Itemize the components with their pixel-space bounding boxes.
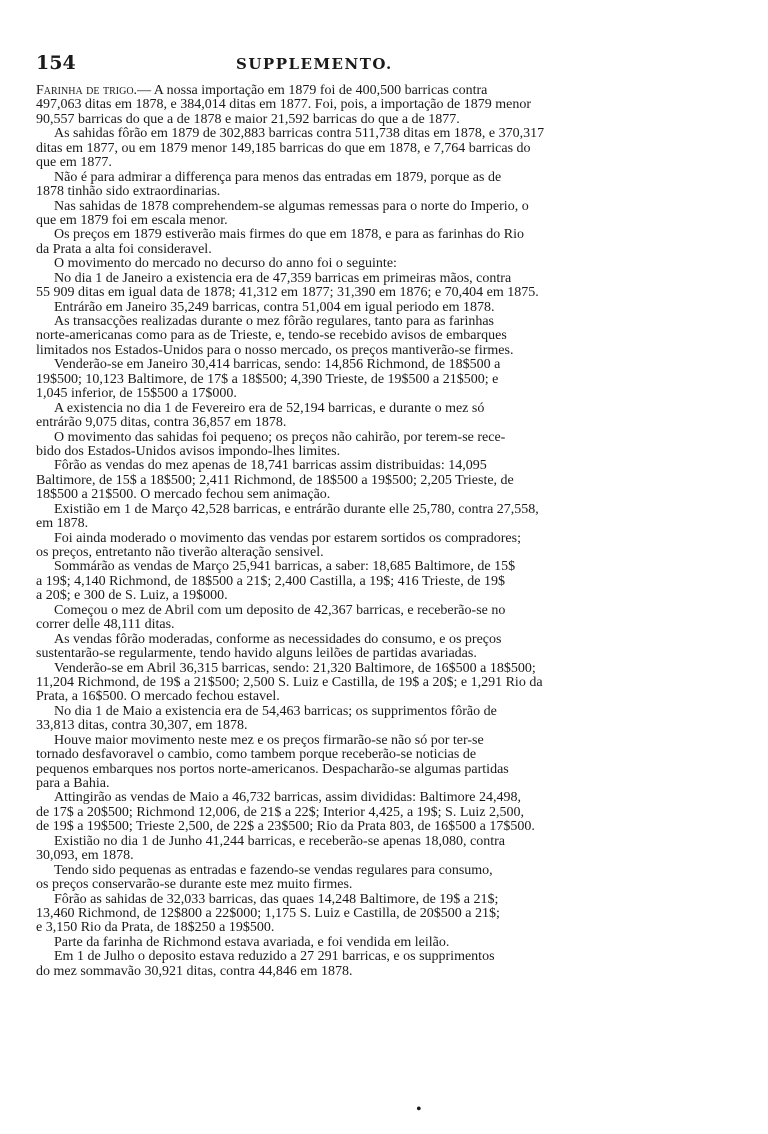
paragraph-line	[36, 257, 686, 271]
paragraph-line	[36, 358, 686, 372]
paragraph-line	[36, 806, 686, 820]
paragraph-line	[36, 676, 686, 690]
paragraph-line	[36, 820, 686, 834]
line-text: os preços, entretanto não tiverão alteração sensivel.	[36, 545, 324, 560]
paragraph-line	[36, 791, 686, 805]
paragraph-line	[36, 589, 686, 603]
line-text: da Prata a alta foi consideravel.	[36, 241, 212, 257]
line-text: Fôrão as sahidas de 32,033 barricas, das quaes 14,248 Baltimore, de 19$ a 21$;	[54, 891, 499, 907]
line-text: de 17$ a 20$500; Richmond 12,006, de 21$ a 22$; Interior 4,425, a 19$; S. Luiz 2,500,	[36, 804, 524, 820]
line-text: os preços conservarão-se durante este mez muito firmes.	[36, 877, 353, 893]
line-text: 497,063 ditas em 1878, e 384,014 ditas em 1877. Foi, pois, a importação de 1879 menor	[36, 97, 531, 113]
line-text: Existião no dia 1 de Junho 41,244 barricas, e receberão-se apenas 18,080, contra	[54, 833, 505, 849]
line-text: em 1878.	[36, 516, 89, 532]
paragraph-line	[36, 835, 686, 849]
paragraph-line	[36, 849, 686, 863]
paragraph-line	[36, 315, 686, 329]
line-text: Attingirão as vendas de Maio a 46,732 barricas, assim divididas: Baltimore 24,498,	[54, 790, 521, 806]
line-text: O movimento das sahidas foi pequeno; os preços não cahirão, por terem-se rece-	[54, 429, 506, 445]
paragraph-line	[36, 127, 686, 141]
line-text: Sommárão as vendas de Março 25,941 barricas, a saber: 18,685 Baltimore, de 15$	[54, 559, 516, 575]
line-text: a 19$; 4,140 Richmond, de 18$500 a 21$; 2,400 Castilla, a 19$; 416 Trieste, de 19$	[36, 573, 505, 589]
paragraph-line	[36, 402, 686, 416]
paragraph-line	[36, 532, 686, 546]
line-text: Os preços em 1879 estiverão mais firmes do que em 1878, e para as farinhas do Rio	[54, 227, 525, 243]
paragraph-line	[36, 185, 686, 199]
footer-mark: •	[416, 1101, 422, 1118]
line-text: norte-americanas como para as de Trieste, e, tendo-se recebido avisos de embarques	[36, 328, 507, 344]
line-text: Houve maior movimento neste mez e os preços firmarão-se não só por ter-se	[54, 732, 484, 748]
paragraph-line	[36, 373, 686, 387]
paragraph-line	[36, 662, 686, 676]
paragraph-line-first	[36, 84, 686, 98]
paragraph-line	[36, 546, 686, 560]
paragraph-line	[36, 690, 686, 704]
line-text: 90,557 barricas do que a de 1878 e maior 21,592 barricas do que a de 1877.	[36, 111, 460, 127]
line-text: de 19$ a 19$500; Trieste 2,500, de 22$ a 23$500; Rio da Prata 803, de 16$500 a 17$500.	[36, 819, 535, 835]
body-text	[36, 84, 686, 979]
line-text: Entrárão em Janeiro 35,249 barricas, contra 51,004 em igual periodo em 1878.	[54, 299, 495, 315]
paragraph-line	[36, 777, 686, 791]
paragraph-line	[36, 503, 686, 517]
line-text: Venderão-se em Janeiro 30,414 barricas, sendo: 14,856 Richmond, de 18$500 a	[54, 357, 501, 373]
paragraph-line	[36, 329, 686, 343]
line-text: do mez sommavão 30,921 ditas, contra 44,846 em 1878.	[36, 963, 353, 979]
paragraph-line	[36, 431, 686, 445]
line-text: 33,813 ditas, contra 30,307, em 1878.	[36, 718, 248, 734]
paragraph-line	[36, 200, 686, 214]
line-text: No dia 1 de Janeiro a existencia era de 47,359 barricas em primeiras mãos, contra	[54, 270, 512, 286]
paragraph-line	[36, 907, 686, 921]
page	[36, 52, 686, 979]
line-text: Tendo sido pequenas as entradas e fazendo-se vendas regulares para consumo,	[54, 862, 493, 878]
paragraph-line	[36, 719, 686, 733]
line-text: Nas sahidas de 1878 comprehendem-se algumas remessas para o norte do Imperio, o	[54, 198, 529, 214]
line-text: Venderão-se em Abril 36,315 barricas, sendo: 21,320 Baltimore, de 16$500 a 18$500;	[54, 660, 536, 676]
paragraph-line	[36, 604, 686, 618]
paragraph-line	[36, 950, 686, 964]
line-text: sustentarão-se regularmente, tendo havido alguns leilões de partidas avariadas.	[36, 646, 477, 662]
line-text: que em 1879 foi em escala menor.	[36, 212, 228, 228]
paragraph-line	[36, 893, 686, 907]
paragraph-line	[36, 618, 686, 632]
line-text: 19$500; 10,123 Baltimore, de 17$ a 18$500; 4,390 Trieste, de 19$500 a 21$500; e	[36, 371, 499, 387]
line-text: limitados nos Estados-Unidos para o nosso mercado, os preços mantiverão-se firmes.	[36, 342, 514, 358]
line-text: 13,460 Richmond, de 12$800 a 22$000; 1,175 S. Luiz e Castilla, de 20$500 a 21$;	[36, 905, 500, 921]
line-text: Em 1 de Julho o deposito estava reduzido a 27 291 barricas, e os supprimentos	[54, 949, 495, 965]
paragraph-line	[36, 416, 686, 430]
paragraph-line	[36, 734, 686, 748]
line-text: 18$500 a 21$500. O mercado fechou sem animação.	[36, 487, 331, 503]
paragraph-line	[36, 243, 686, 257]
line-text: Foi ainda moderado o movimento das vendas por estarem sortidos os compradores;	[54, 530, 521, 546]
line-text: Prata, a 16$500. O mercado fechou estavel.	[36, 689, 280, 705]
line-text: Baltimore, de 15$ a 18$500; 2,411 Richmond, de 18$500 a 19$500; 2,205 Trieste, de	[36, 472, 514, 488]
paragraph-line	[36, 301, 686, 315]
paragraph-line	[36, 171, 686, 185]
line-text: Começou o mez de Abril com um deposito de 42,367 barricas, e receberão-se no	[54, 602, 506, 618]
paragraph-line	[36, 272, 686, 286]
page-number: 154	[36, 52, 76, 74]
line-text: — A nossa importação em 1879 foi de 400,500 barricas contra	[137, 83, 488, 98]
line-text: O movimento do mercado no decurso do anno foi o seguinte:	[54, 256, 397, 272]
paragraph-line	[36, 459, 686, 473]
line-text: que em 1877.	[36, 155, 112, 171]
line-text: As sahidas fôrão em 1879 de 302,883 barricas contra 511,738 ditas em 1878, e 370,317	[54, 126, 545, 142]
paragraph-line	[36, 575, 686, 589]
paragraph-line	[36, 560, 686, 574]
paragraph-line	[36, 286, 686, 300]
line-text: 1878 tinhão sido extraordinarias.	[36, 184, 221, 200]
line-text: e 3,150 Rio da Prata, de 18$250 a 19$500.	[36, 920, 275, 936]
paragraph-line	[36, 98, 686, 112]
paragraph-line	[36, 878, 686, 892]
paragraph-line	[36, 344, 686, 358]
running-title: SUPPLEMENTO.	[236, 55, 393, 73]
paragraph-line	[36, 474, 686, 488]
paragraph-line	[36, 387, 686, 401]
paragraph-line	[36, 488, 686, 502]
line-text: As vendas fôrão moderadas, conforme as necessidades do consumo, e os preços	[54, 631, 502, 647]
line-text: correr delle 48,111 ditas.	[36, 617, 175, 633]
line-text: ditas em 1877, ou em 1879 menor 149,185 barricas do que em 1878, e 7,764 barricas do	[36, 140, 531, 156]
paragraph-line	[36, 936, 686, 950]
line-text: tornado desfavoravel o cambio, como tambem porque receberão-se noticias de	[36, 747, 477, 763]
line-text: a 20$; e 300 de S. Luiz, a 19$000.	[36, 588, 228, 604]
paragraph-line	[36, 748, 686, 762]
line-text: Fôrão as vendas do mez apenas de 18,741 barricas assim distribuidas: 14,095	[54, 458, 487, 474]
line-text: Parte da farinha de Richmond estava avariada, e foi vendida em leilão.	[54, 934, 450, 950]
paragraph-line	[36, 445, 686, 459]
line-text: bido dos Estados-Unidos avisos impondo-lhes limites.	[36, 443, 341, 459]
line-text: 55 909 ditas em igual data de 1878; 41,312 em 1877; 31,390 em 1876; e 70,404 em 1875.	[36, 285, 539, 301]
line-text: Existião em 1 de Março 42,528 barricas, e entrárão durante elle 25,780, contra 27,558,	[54, 501, 539, 517]
line-text: Não é para admirar a differença para menos das entradas em 1879, porque as de	[54, 169, 502, 185]
line-text: As transacções realizadas durante o mez fôrão regulares, tanto para as farinhas	[54, 314, 495, 329]
paragraph-line	[36, 214, 686, 228]
section-title: Farinha de trigo.	[36, 83, 138, 98]
paragraph-line	[36, 705, 686, 719]
line-text: 11,204 Richmond, de 19$ a 21$500; 2,500 S. Luiz e Castilla, de 19$ a 20$; e 1,291 Rio da	[36, 674, 543, 690]
paragraph-line	[36, 763, 686, 777]
paragraph-line	[36, 142, 686, 156]
paragraph-line	[36, 633, 686, 647]
line-text: pequenos embarques nos portos norte-americanos. Despacharão-se algumas partidas	[36, 761, 509, 777]
paragraph-line	[36, 647, 686, 661]
line-text: No dia 1 de Maio a existencia era de 54,463 barricas; os supprimentos fôrão de	[54, 703, 497, 719]
line-text: 1,045 inferior, de 15$500 a 17$000.	[36, 386, 237, 402]
paragraph-line	[36, 864, 686, 878]
line-text: para a Bahia.	[36, 776, 110, 791]
paragraph-line	[36, 517, 686, 531]
paragraph-line	[36, 113, 686, 127]
line-text: entrárão 9,075 ditas, contra 36,857 em 1878.	[36, 415, 287, 431]
paragraph-line	[36, 228, 686, 242]
line-text: A existencia no dia 1 de Fevereiro era de 52,194 barricas, e durante o mez só	[54, 400, 485, 416]
paragraph-line	[36, 965, 686, 979]
line-text: 30,093, em 1878.	[36, 848, 134, 864]
paragraph-line	[36, 156, 686, 170]
running-header	[36, 52, 686, 78]
paragraph-line	[36, 921, 686, 935]
